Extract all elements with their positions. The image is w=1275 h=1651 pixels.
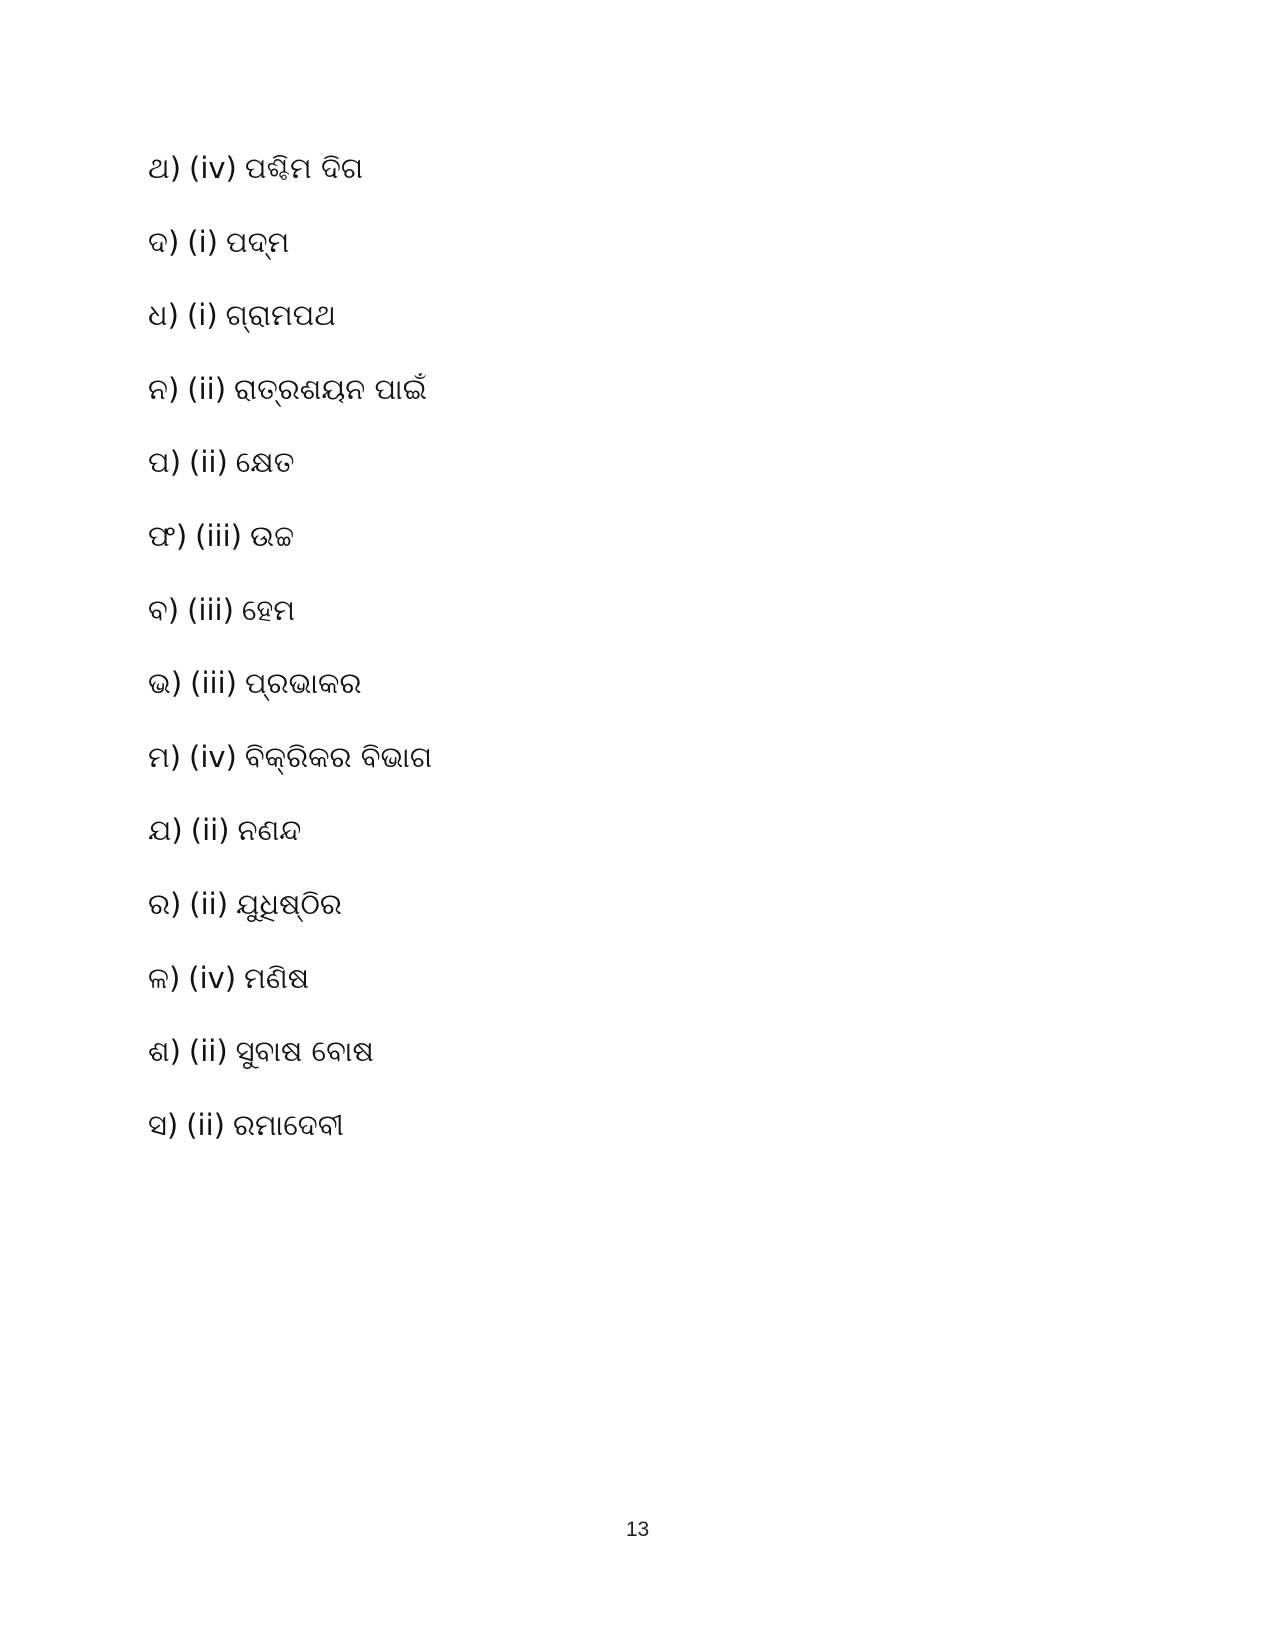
answer-option: (ii) [189, 445, 228, 480]
answer-text: ଗ୍ରାମପଥ [225, 298, 337, 333]
answer-key: ମ) [148, 739, 182, 774]
answer-key: ପ) [148, 445, 182, 480]
answer-option: (iii) [190, 666, 237, 701]
answer-item [148, 369, 432, 443]
answer-item [148, 516, 432, 590]
answer-key: ଶ) [148, 1034, 181, 1069]
answer-item [148, 295, 432, 369]
answer-key: ବ) [148, 592, 180, 627]
answer-key: ଯ) [148, 813, 183, 848]
answer-option: (i) [186, 298, 218, 333]
answer-item [148, 148, 432, 222]
answer-key: ଭ) [148, 666, 183, 701]
answer-item [148, 1031, 432, 1105]
answer-option: (iv) [189, 739, 237, 774]
answer-key: ନ) [148, 371, 180, 406]
answer-option: (ii) [189, 886, 229, 921]
answer-option: (iii) [195, 518, 242, 553]
answer-text: ଉଚ୍ଚ [249, 518, 295, 553]
answer-text: ନଣନ୍ଦ [237, 813, 302, 848]
answer-item [148, 1105, 432, 1179]
answer-item [148, 222, 432, 296]
answer-option: (ii) [188, 1034, 228, 1069]
answer-key: ଳ) [148, 960, 181, 995]
answer-item [148, 737, 432, 811]
page-number: 13 [625, 1518, 650, 1541]
answer-item [148, 442, 432, 516]
answer-option: (i) [187, 224, 218, 259]
answer-text: ମଣିଷ [244, 960, 310, 995]
answer-item [148, 663, 432, 737]
answer-item [148, 810, 432, 884]
answer-text: ସୁବାଷ ବୋଷ [235, 1034, 374, 1069]
answer-text: ରାତ୍ରଶୟନ ପାଇଁ [234, 371, 427, 406]
answer-item [148, 590, 432, 664]
answer-item [148, 958, 432, 1032]
answer-key: ସ) [148, 1107, 179, 1142]
answer-text: ବିକ୍ରିକର ବିଭାଗ [244, 739, 433, 774]
answer-item [148, 884, 432, 958]
answer-text: କ୍ଷେତ [235, 445, 295, 480]
answer-option: (iv) [188, 960, 237, 995]
answer-text: ହେମ [241, 592, 296, 627]
answer-key: ଦ) [148, 224, 180, 259]
answer-list [148, 148, 432, 1178]
answer-text: ପଶ୍ଚିମ ଦିଗ [244, 151, 364, 185]
answer-text: ଯୁଧିଷ୍ଠିର [236, 886, 342, 921]
answer-key: ଫ) [148, 518, 188, 553]
answer-option: (iv) [189, 151, 237, 185]
answer-option: (ii) [187, 371, 227, 406]
answer-option: (ii) [190, 813, 230, 848]
answer-option: (iii) [187, 592, 234, 627]
answer-key: ର) [148, 886, 182, 921]
answer-text: ପ୍ରଭାକର [244, 666, 362, 701]
answer-key: ଧ) [148, 298, 179, 333]
answer-option: (ii) [186, 1107, 225, 1142]
answer-text: ପଦ୍ମ [225, 224, 290, 259]
answer-key: ଥ) [148, 151, 182, 185]
answer-text: ରମାଦେବୀ [232, 1107, 344, 1142]
